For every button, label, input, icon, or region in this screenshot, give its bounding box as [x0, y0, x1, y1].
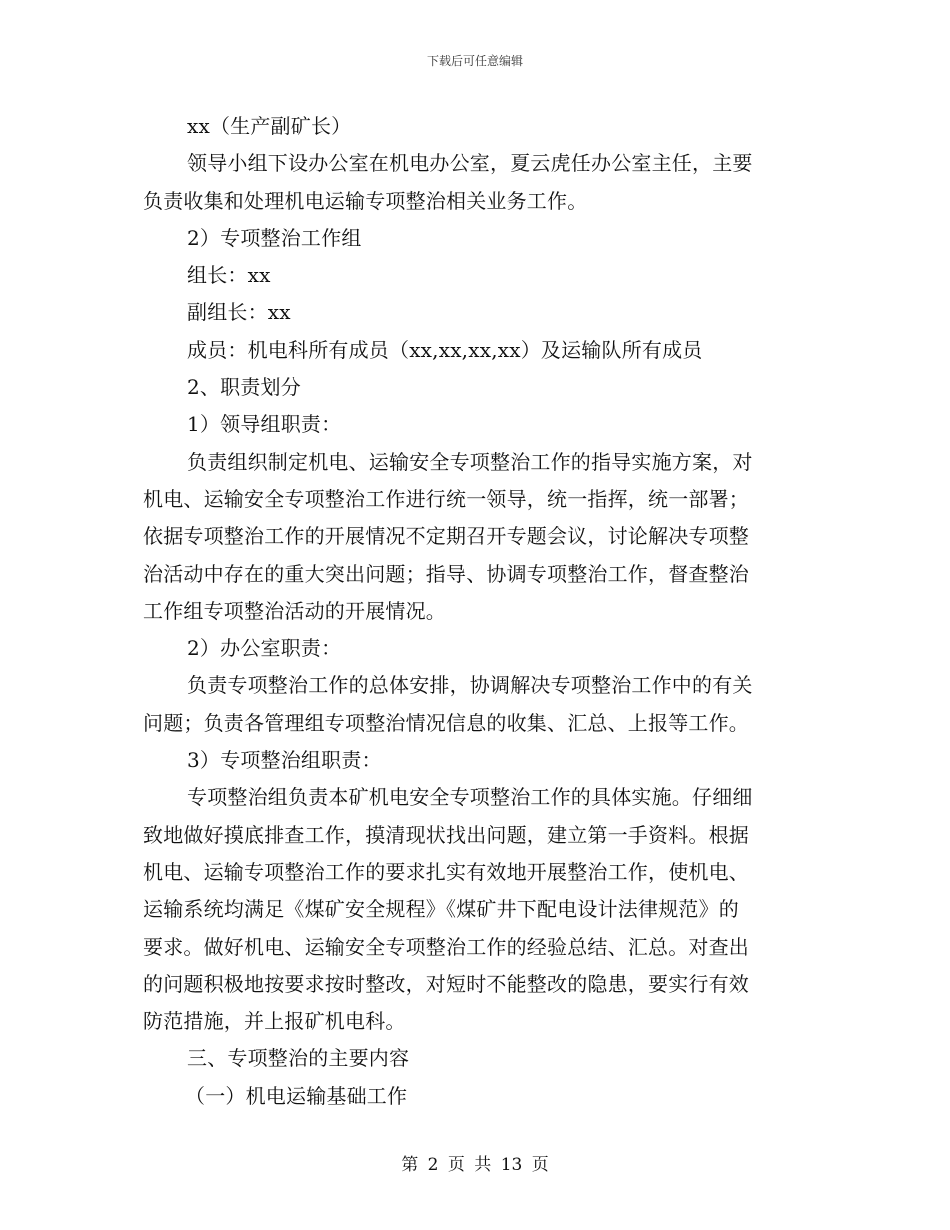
body-line: 专项整治组负责本矿机电安全专项整治工作的具体实施。仔细细: [187, 785, 753, 810]
body-line: 2）专项整治工作组: [187, 225, 362, 250]
body-line: 领导小组下设办公室在机电办公室，夏云虎任办公室主任，主要: [187, 151, 753, 176]
body-line: 机电、运输安全专项整治工作进行统一领导，统一指挥，统一部署；: [143, 486, 749, 511]
body-line: 问题；负责各管理组专项整治情况信息的收集、汇总、上报等工作。: [143, 710, 749, 735]
body-line: 工作组专项整治活动的开展情况。: [143, 598, 446, 623]
page-header-note: 下载后可任意编辑: [426, 54, 523, 68]
document-body: [143, 108, 808, 1115]
body-line: 负责收集和处理机电运输专项整治相关业务工作。: [143, 188, 588, 213]
subsection-heading: 2）办公室职责：: [187, 636, 342, 661]
body-line: 负责专项整治工作的总体安排，协调解决专项整治工作中的有关: [187, 673, 753, 698]
body-line: 负责组织制定机电、运输安全专项整治工作的指导实施方案，对: [187, 449, 753, 474]
body-line: 防范措施，并上报矿机电科。: [143, 1009, 406, 1034]
body-line: xx（生产副矿长）: [187, 114, 352, 138]
page-number: 第 2 页 共 13 页: [401, 1155, 549, 1175]
body-line: 要求。做好机电、运输安全专项整治工作的经验总结、汇总。对查出: [143, 934, 749, 959]
body-line: 治活动中存在的重大突出问题；指导、协调专项整治工作，督查整治: [143, 561, 749, 586]
section-heading: 2、职责划分: [187, 375, 301, 400]
body-line: 的问题积极地按要求按时整改，对短时不能整改的隐患，要实行有效: [143, 971, 749, 996]
body-line: 副组长：xx: [187, 300, 291, 325]
subsection-heading: （一）机电运输基础工作: [185, 1083, 408, 1108]
body-line: 组长：xx: [187, 263, 271, 288]
section-heading: 三、专项整治的主要内容: [187, 1046, 410, 1071]
body-line: 依据专项整治工作的开展情况不定期召开专题会议，讨论解决专项整: [143, 524, 749, 549]
body-line: 机电、运输专项整治工作的要求扎实有效地开展整治工作，使机电、: [143, 859, 749, 884]
body-line: 致地做好摸底排查工作，摸清现状找出问题，建立第一手资料。根据: [143, 822, 749, 847]
subsection-heading: 1）领导组职责：: [187, 412, 342, 437]
body-line: 运输系统均满足《煤矿安全规程》《煤矿井下配电设计法律规范》的: [143, 897, 739, 922]
subsection-heading: 3）专项整治组职责：: [187, 748, 382, 773]
body-line: 成员：机电科所有成员（xx,xx,xx,xx）及运输队所有成员: [187, 337, 703, 362]
